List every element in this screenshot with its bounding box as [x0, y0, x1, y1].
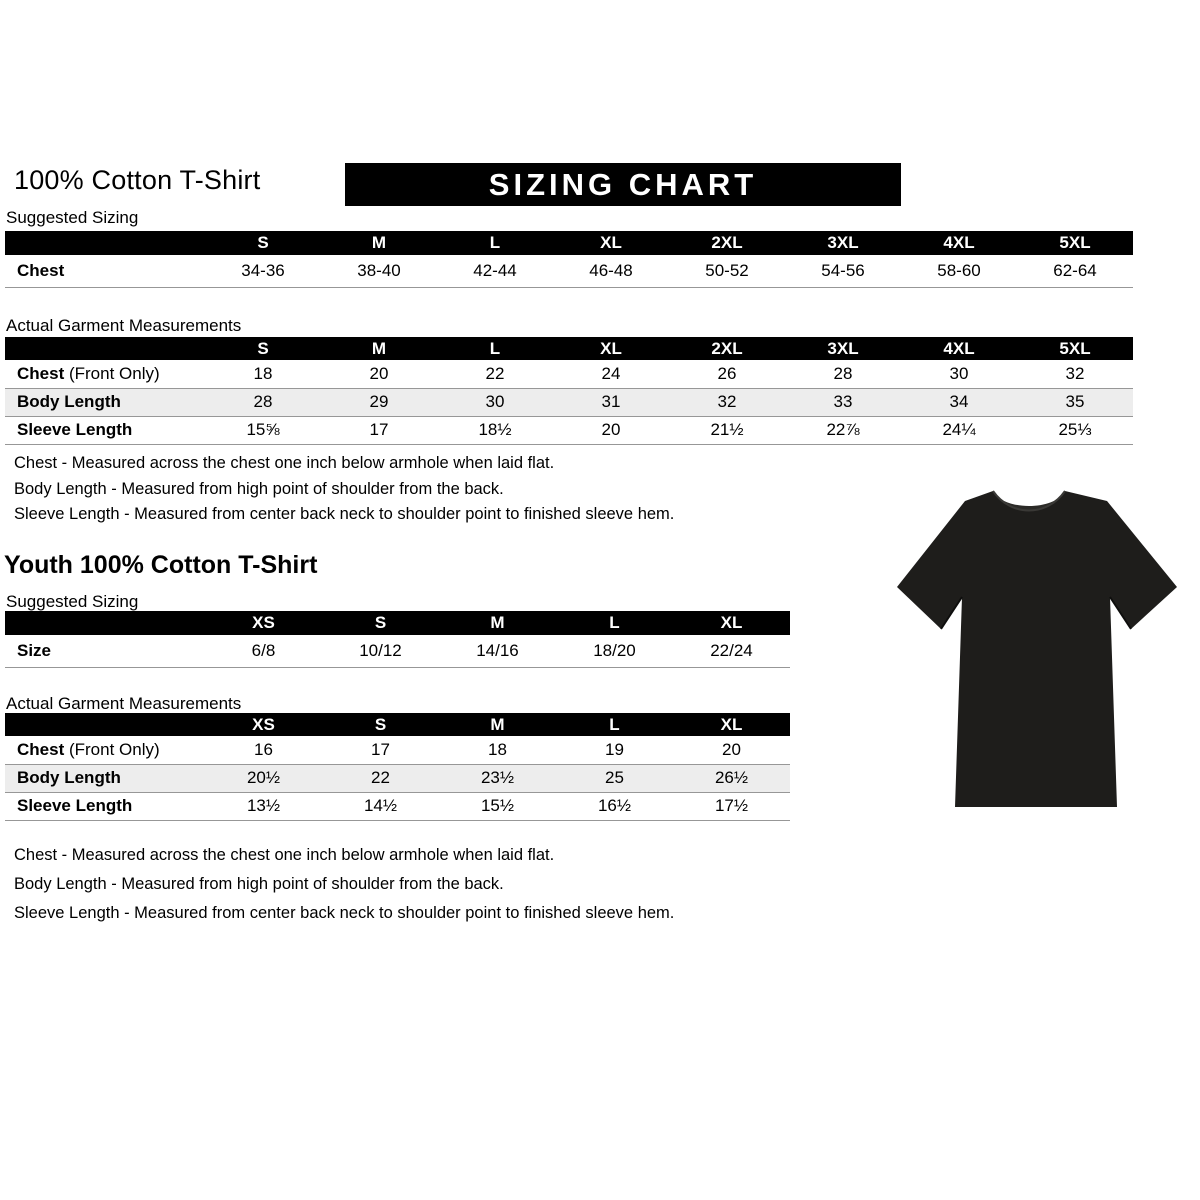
cell: 28: [785, 360, 901, 388]
size-header-2xl: 2XL: [669, 231, 785, 255]
cell: 18: [439, 736, 556, 764]
cell: 32: [669, 388, 785, 416]
size-header-m: M: [321, 337, 437, 360]
size-header-l: L: [556, 713, 673, 736]
cell: 22⅞: [785, 416, 901, 444]
sizing-chart-banner: [345, 163, 901, 206]
size-header-s: S: [205, 231, 321, 255]
chest-value-s: 34-36: [205, 255, 321, 287]
cell: 17: [322, 736, 439, 764]
chest-value-4xl: 58-60: [901, 255, 1017, 287]
cell: 22: [437, 360, 553, 388]
size-header-row: [5, 713, 790, 736]
note-body-length: Body Length - Measured from high point of shoulder from the back.: [14, 479, 504, 498]
size-header-l: L: [437, 231, 553, 255]
cell: 16: [205, 736, 322, 764]
adult-suggested-sizing-label: Suggested Sizing: [6, 208, 139, 227]
tshirt-graphic: [893, 477, 1190, 817]
youth-suggested-sizing-table: [5, 611, 790, 668]
row-label-size: Size: [5, 635, 205, 667]
chest-value-m: 38-40: [321, 255, 437, 287]
cell: 22: [322, 764, 439, 792]
row-label-sleeve-length: Sleeve Length: [5, 416, 205, 444]
cell: 15⅝: [205, 416, 321, 444]
cell: 35: [1017, 388, 1133, 416]
note-body-length: Body Length - Measured from high point of shoulder from the back.: [14, 875, 504, 893]
chest-value-5xl: 62-64: [1017, 255, 1133, 287]
size-header-s: S: [322, 611, 439, 635]
adult-suggested-sizing-table: [5, 231, 1133, 288]
size-header-3xl: 3XL: [785, 337, 901, 360]
note-chest: Chest - Measured across the chest one inch below armhole when laid flat.: [14, 846, 555, 864]
cell: 17: [321, 416, 437, 444]
youth-suggested-sizing-label: Suggested Sizing: [6, 592, 139, 611]
size-header-4xl: 4XL: [901, 231, 1017, 255]
cell: 15½: [439, 792, 556, 820]
table-row-chest-front-only: [5, 736, 790, 764]
cell: 26: [669, 360, 785, 388]
row-label-chest-front-only: Chest (Front Only): [5, 736, 205, 764]
size-header-row: [5, 231, 1133, 255]
chest-value-xl: 46-48: [553, 255, 669, 287]
chest-value-2xl: 50-52: [669, 255, 785, 287]
cell: 14½: [322, 792, 439, 820]
cell: 30: [901, 360, 1017, 388]
table-row-sleeve-length: [5, 416, 1133, 444]
size-header-xl: XL: [673, 611, 790, 635]
size-header-5xl: 5XL: [1017, 231, 1133, 255]
size-header-xs: XS: [205, 611, 322, 635]
youth-measurement-notes: [14, 841, 674, 928]
youth-actual-measurements-table: [5, 713, 790, 821]
size-header-xl: XL: [673, 713, 790, 736]
adult-actual-measurements-table: [5, 337, 1133, 445]
size-header-l: L: [556, 611, 673, 635]
size-header-l: L: [437, 337, 553, 360]
cell: 25⅓: [1017, 416, 1133, 444]
cell: 32: [1017, 360, 1133, 388]
cell: 25: [556, 764, 673, 792]
size-header-s: S: [322, 713, 439, 736]
row-label-body-length: Body Length: [5, 764, 205, 792]
header-corner-cell: [5, 713, 205, 736]
chest-value-l: 42-44: [437, 255, 553, 287]
header-corner-cell: [5, 611, 205, 635]
size-value-xs: 6/8: [205, 635, 322, 667]
size-header-5xl: 5XL: [1017, 337, 1133, 360]
cell: 13½: [205, 792, 322, 820]
cell: 17½: [673, 792, 790, 820]
size-header-m: M: [439, 713, 556, 736]
size-header-xs: XS: [205, 713, 322, 736]
adult-measurement-notes: [14, 451, 674, 528]
cell: 20½: [205, 764, 322, 792]
size-header-m: M: [321, 231, 437, 255]
cell: 20: [321, 360, 437, 388]
cell: 30: [437, 388, 553, 416]
chest-value-3xl: 54-56: [785, 255, 901, 287]
cell: 16½: [556, 792, 673, 820]
size-header-s: S: [205, 337, 321, 360]
cell: 26½: [673, 764, 790, 792]
table-row-body-length: [5, 764, 790, 792]
youth-section-title: Youth 100% Cotton T-Shirt: [4, 551, 318, 579]
cell: 24: [553, 360, 669, 388]
cell: 20: [673, 736, 790, 764]
sizing-chart-banner-text: SIZING CHART: [488, 166, 758, 202]
size-value-xl: 22/24: [673, 635, 790, 667]
cell: 23½: [439, 764, 556, 792]
header-corner-cell: [5, 231, 205, 255]
size-header-xl: XL: [553, 231, 669, 255]
header-corner-cell: [5, 337, 205, 360]
adult-actual-measurements-label: Actual Garment Measurements: [6, 316, 242, 335]
size-header-2xl: 2XL: [669, 337, 785, 360]
cell: 34: [901, 388, 1017, 416]
size-header-m: M: [439, 611, 556, 635]
table-row-body-length: [5, 388, 1133, 416]
cell: 20: [553, 416, 669, 444]
table-row-size: [5, 635, 790, 667]
table-row-sleeve-length: [5, 792, 790, 820]
size-header-row: [5, 337, 1133, 360]
row-label-body-length: Body Length: [5, 388, 205, 416]
cell: 28: [205, 388, 321, 416]
cell: 19: [556, 736, 673, 764]
youth-actual-measurements-label: Actual Garment Measurements: [6, 694, 242, 713]
row-label-sleeve-length: Sleeve Length: [5, 792, 205, 820]
cell: 24¼: [901, 416, 1017, 444]
page-title: 100% Cotton T-Shirt: [14, 165, 261, 195]
size-header-4xl: 4XL: [901, 337, 1017, 360]
size-header-3xl: 3XL: [785, 231, 901, 255]
cell: 18½: [437, 416, 553, 444]
cell: 18: [205, 360, 321, 388]
size-value-m: 14/16: [439, 635, 556, 667]
cell: 29: [321, 388, 437, 416]
size-value-s: 10/12: [322, 635, 439, 667]
table-row-chest: [5, 255, 1133, 287]
cell: 31: [553, 388, 669, 416]
row-label-chest: Chest: [5, 255, 205, 287]
black-tshirt-image: [893, 477, 1190, 817]
note-chest: Chest - Measured across the chest one inch below armhole when laid flat.: [14, 454, 555, 472]
cell: 33: [785, 388, 901, 416]
row-label-chest-front-only: Chest (Front Only): [5, 360, 205, 388]
size-header-row: [5, 611, 790, 635]
size-value-l: 18/20: [556, 635, 673, 667]
cell: 21½: [669, 416, 785, 444]
size-header-xl: XL: [553, 337, 669, 360]
note-sleeve-length: Sleeve Length - Measured from center back neck to shoulder point to finished sleeve hem.: [14, 505, 675, 523]
note-sleeve-length: Sleeve Length - Measured from center back neck to shoulder point to finished sleeve hem.: [14, 904, 675, 922]
table-row-chest-front-only: [5, 360, 1133, 388]
